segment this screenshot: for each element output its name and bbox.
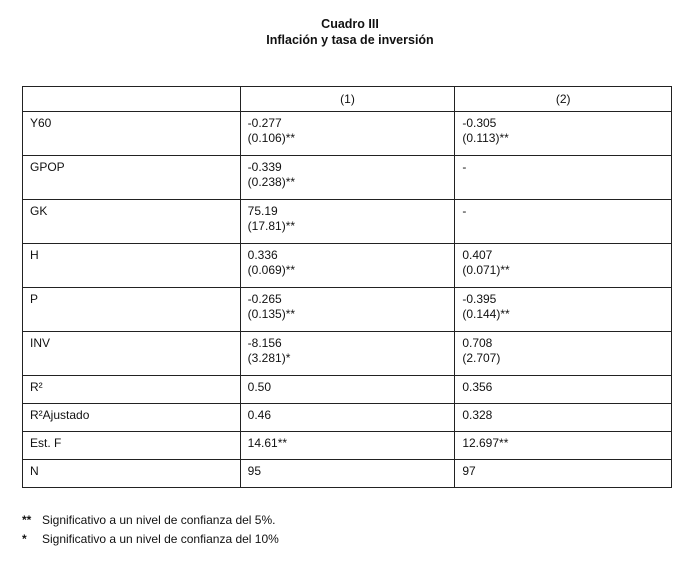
table-row [23, 432, 672, 460]
coefficient-value: 75.19 [247, 204, 278, 218]
table-row [23, 404, 672, 432]
footnote-mark: ** [22, 513, 32, 527]
standard-error-value: (0.106)** [247, 131, 296, 145]
value-cell-model-2 [455, 432, 672, 460]
standard-error-value: (0.113)** [462, 131, 509, 145]
coefficient-value: - [462, 204, 467, 218]
value-cell-model-1 [240, 200, 455, 244]
coefficient-value: 0.356 [462, 380, 493, 394]
coefficient-value: 0.336 [247, 248, 278, 262]
value-cell-model-1 [240, 404, 455, 432]
value-cell-model-1 [240, 332, 455, 376]
coefficient-value: -0.277 [247, 116, 282, 130]
table-number: Cuadro III [321, 17, 379, 31]
footnote-mark: * [22, 532, 27, 546]
standard-error-value: (0.071)** [462, 263, 510, 277]
footnotes [22, 511, 279, 549]
value-cell-model-2 [455, 376, 672, 404]
coefficient-value: -8.156 [247, 336, 282, 350]
table-caption [0, 16, 700, 48]
standard-error-value: (0.069)** [247, 263, 296, 277]
value-cell-model-2 [455, 288, 672, 332]
value-cell-model-1 [240, 288, 455, 332]
coefficient-value: -0.339 [247, 160, 282, 174]
table-row [23, 156, 672, 200]
table-row [23, 376, 672, 404]
footnote-text: Significativo a un nivel de confianza del 5%. [42, 513, 276, 527]
value-cell-model-1 [240, 432, 455, 460]
coefficient-value: -0.395 [462, 292, 497, 306]
table-row [23, 200, 672, 244]
row-label: INV [23, 332, 241, 376]
value-cell-model-2 [455, 244, 672, 288]
standard-error-value: (0.238)** [247, 175, 296, 189]
table-row [23, 112, 672, 156]
row-label: P [23, 288, 241, 332]
value-cell-model-2 [455, 112, 672, 156]
footnote-text: Significativo a un nivel de confianza del 10% [42, 532, 279, 546]
row-label: Est. F [23, 432, 241, 460]
coefficient-value: 0.708 [462, 336, 493, 350]
footnote-10pct [22, 530, 279, 549]
standard-error-value: (3.281)* [247, 351, 291, 365]
standard-error-value: (2.707) [462, 351, 501, 365]
row-label: H [23, 244, 241, 288]
header-cell-model-2: (2) [455, 87, 672, 112]
coefficient-value: 0.50 [247, 380, 272, 394]
coefficient-value: 95 [247, 464, 262, 478]
value-cell-model-1 [240, 156, 455, 200]
row-label: R² [23, 376, 241, 404]
row-label: GPOP [23, 156, 241, 200]
coefficient-value: -0.265 [247, 292, 282, 306]
coefficient-value: 97 [462, 464, 476, 478]
regression-table [22, 86, 672, 488]
table-header-row [23, 87, 672, 112]
value-cell-model-1 [240, 376, 455, 404]
table-row [23, 288, 672, 332]
coefficient-value: 0.46 [247, 408, 272, 422]
row-label: GK [23, 200, 241, 244]
row-label: R²Ajustado [23, 404, 241, 432]
header-cell-variable [23, 87, 241, 112]
row-label: Y60 [23, 112, 241, 156]
value-cell-model-1 [240, 460, 455, 488]
table-title: Inflación y tasa de inversión [266, 33, 434, 47]
footnote-5pct [22, 511, 279, 530]
value-cell-model-2 [455, 332, 672, 376]
standard-error-value: (0.135)** [247, 307, 296, 321]
table-row [23, 332, 672, 376]
value-cell-model-2 [455, 460, 672, 488]
coefficient-value: 0.407 [462, 248, 493, 262]
row-label: N [23, 460, 241, 488]
header-cell-model-1: (1) [240, 87, 455, 112]
coefficient-value: 0.328 [462, 408, 493, 422]
standard-error-value: (0.144)** [462, 307, 510, 321]
standard-error-value: (17.81)** [247, 219, 296, 233]
value-cell-model-1 [240, 112, 455, 156]
value-cell-model-2 [455, 200, 672, 244]
coefficient-value: 12.697** [462, 436, 509, 450]
value-cell-model-2 [455, 156, 672, 200]
coefficient-value: - [462, 160, 467, 174]
table-row [23, 244, 672, 288]
table-row [23, 460, 672, 488]
coefficient-value: -0.305 [462, 116, 497, 130]
value-cell-model-1 [240, 244, 455, 288]
value-cell-model-2 [455, 404, 672, 432]
coefficient-value: 14.61** [247, 436, 288, 450]
